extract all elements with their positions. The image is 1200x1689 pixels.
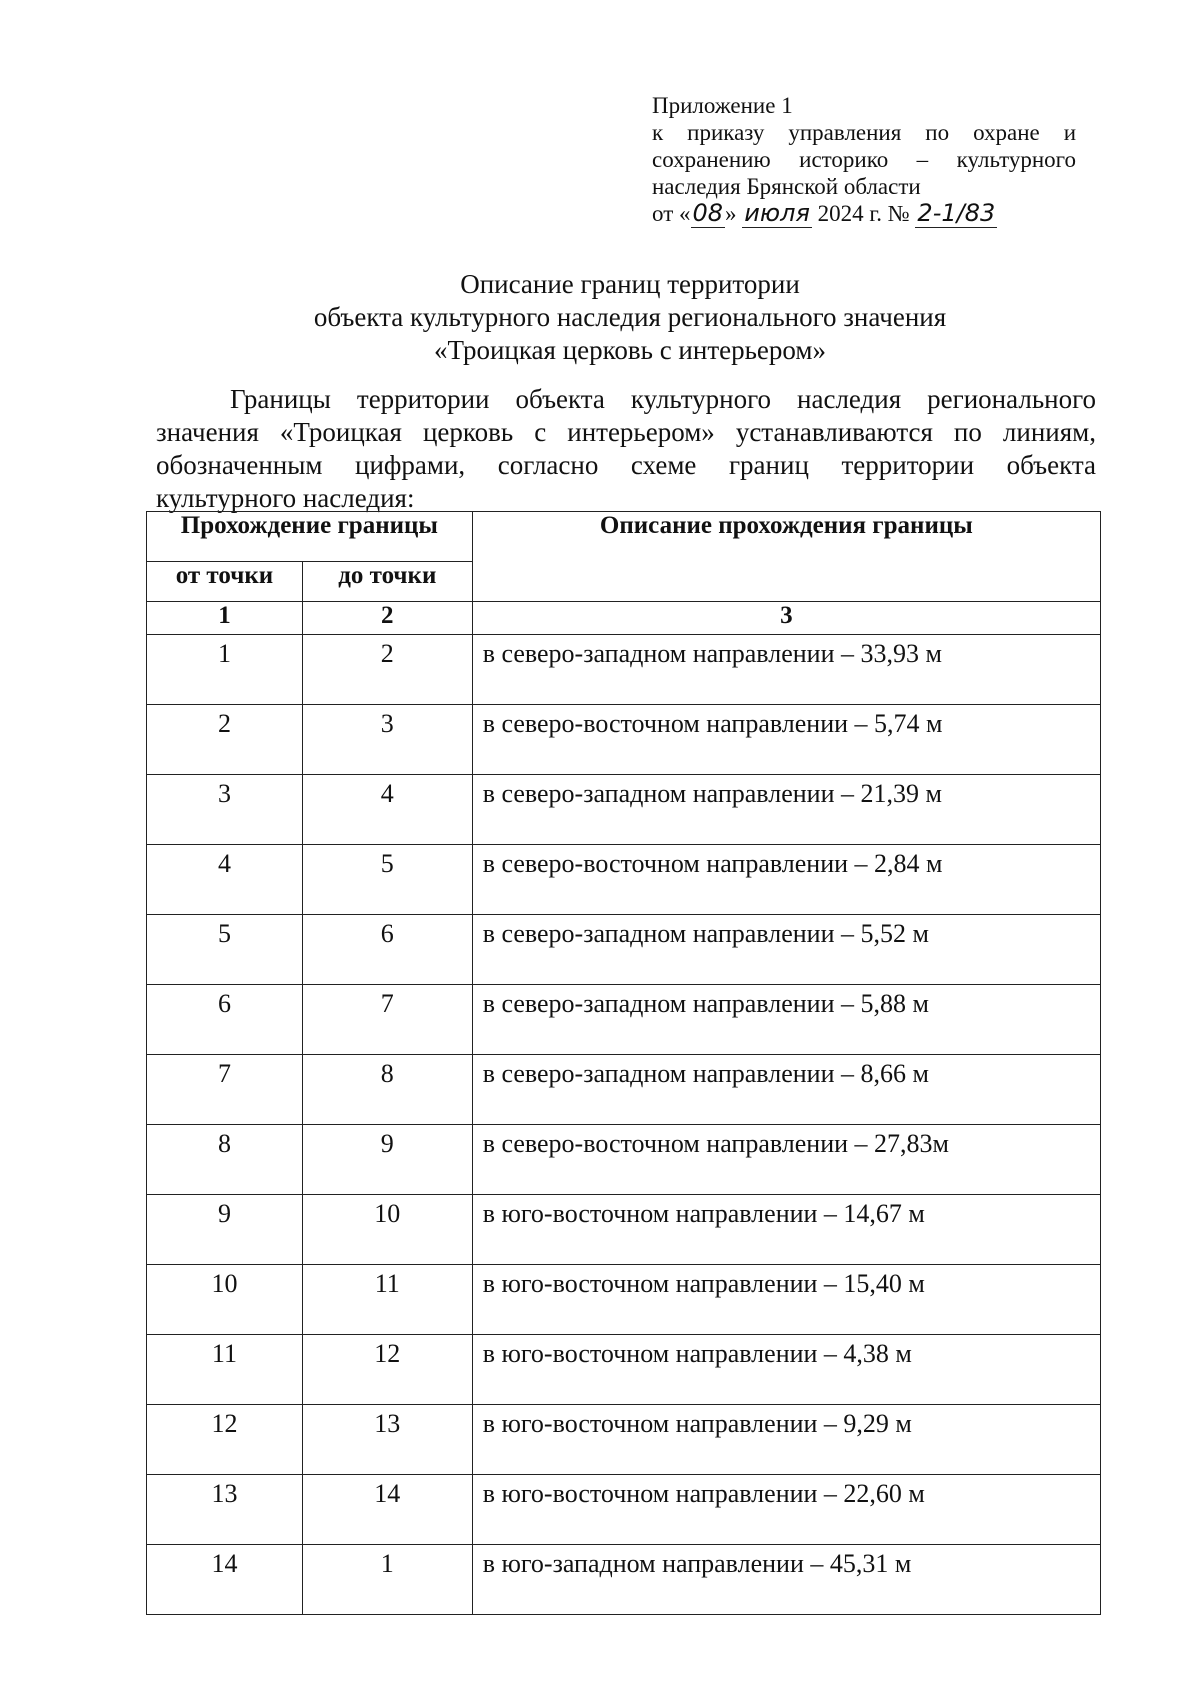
table-row (147, 845, 1101, 915)
title-line: Описание границ территории (460, 269, 800, 299)
header-description: Описание прохождения границы (472, 512, 1100, 602)
table-row (147, 985, 1101, 1055)
handwritten-month: июля (744, 199, 810, 227)
column-number: 1 (147, 602, 303, 635)
description-cell: в северо-западном направлении – 33,93 м (472, 635, 1100, 705)
intro-paragraph (156, 383, 1096, 515)
handwritten-order-number: 2-1/83 (917, 199, 996, 227)
intro-line: обозначенным цифрами, согласно схеме границ территории объекта (156, 450, 1096, 480)
table-row (147, 635, 1101, 705)
to-point-cell: 7 (302, 985, 472, 1055)
from-point-cell: 13 (147, 1475, 303, 1545)
to-point-cell: 1 (302, 1545, 472, 1615)
to-point-cell: 6 (302, 915, 472, 985)
table-row (147, 1335, 1101, 1405)
to-point-cell: 13 (302, 1405, 472, 1475)
table-row (147, 775, 1101, 845)
description-cell: в юго-восточном направлении – 14,67 м (472, 1195, 1100, 1265)
table-row (147, 1265, 1101, 1335)
description-cell: в юго-восточном направлении – 15,40 м (472, 1265, 1100, 1335)
table-row (147, 1475, 1101, 1545)
handwritten-day: 08 (692, 199, 724, 227)
to-point-cell: 8 (302, 1055, 472, 1125)
description-cell: в юго-восточном направлении – 4,38 м (472, 1335, 1100, 1405)
description-cell: в северо-восточном направлении – 2,84 м (472, 845, 1100, 915)
intro-line: Границы территории объекта культурного наследия регионального (230, 384, 1096, 414)
column-number: 2 (302, 602, 472, 635)
from-point-cell: 5 (147, 915, 303, 985)
to-point-cell: 4 (302, 775, 472, 845)
from-point-cell: 2 (147, 705, 303, 775)
to-point-cell: 11 (302, 1265, 472, 1335)
to-point-cell: 10 (302, 1195, 472, 1265)
column-number: 3 (472, 602, 1100, 635)
table-header-row (147, 512, 1101, 562)
appendix-header (652, 92, 1076, 228)
description-cell: в северо-восточном направлении – 27,83м (472, 1125, 1100, 1195)
description-cell: в юго-восточном направлении – 9,29 м (472, 1405, 1100, 1475)
from-point-cell: 9 (147, 1195, 303, 1265)
to-point-cell: 2 (302, 635, 472, 705)
to-point-cell: 12 (302, 1335, 472, 1405)
to-point-cell: 3 (302, 705, 472, 775)
title-line: «Троицкая церковь с интерьером» (433, 335, 826, 365)
from-point-cell: 12 (147, 1405, 303, 1475)
table-row (147, 915, 1101, 985)
from-point-cell: 4 (147, 845, 303, 915)
from-point-cell: 10 (147, 1265, 303, 1335)
table-row (147, 1195, 1101, 1265)
from-point-cell: 14 (147, 1545, 303, 1615)
description-cell: в юго-западном направлении – 45,31 м (472, 1545, 1100, 1615)
from-point-cell: 7 (147, 1055, 303, 1125)
description-cell: в юго-восточном направлении – 22,60 м (472, 1475, 1100, 1545)
header-passage: Прохождение границы (147, 512, 473, 562)
table-row (147, 1545, 1101, 1615)
title-line: объекта культурного наследия регионального значения (313, 302, 947, 332)
appendix-order-line: к приказу управления по охране и (652, 120, 1076, 145)
date-mid: » (725, 201, 737, 226)
appendix-label: Приложение 1 (652, 93, 793, 118)
date-prefix: от « (652, 201, 691, 226)
table-row (147, 1125, 1101, 1195)
appendix-date-line (652, 200, 1076, 228)
intro-line: значения «Троицкая церковь с интерьером» устанавливаются по линиям, (156, 417, 1096, 447)
from-point-cell: 8 (147, 1125, 303, 1195)
description-cell: в северо-западном направлении – 21,39 м (472, 775, 1100, 845)
date-year: 2024 г. № (817, 201, 910, 226)
appendix-order-line: сохранению историко – культурного (652, 147, 1076, 172)
boundary-table (146, 511, 1101, 1615)
from-point-cell: 1 (147, 635, 303, 705)
to-point-cell: 9 (302, 1125, 472, 1195)
description-cell: в северо-восточном направлении – 5,74 м (472, 705, 1100, 775)
from-point-cell: 3 (147, 775, 303, 845)
to-point-cell: 5 (302, 845, 472, 915)
intro-line: культурного наследия: (156, 483, 415, 513)
from-point-cell: 11 (147, 1335, 303, 1405)
table-body (147, 635, 1101, 1615)
document-title (200, 268, 1060, 367)
description-cell: в северо-западном направлении – 5,88 м (472, 985, 1100, 1055)
header-to-point: до точки (302, 562, 472, 602)
table-row (147, 705, 1101, 775)
table-row (147, 1405, 1101, 1475)
description-cell: в северо-западном направлении – 5,52 м (472, 915, 1100, 985)
appendix-order-line: наследия Брянской области (652, 174, 921, 199)
from-point-cell: 6 (147, 985, 303, 1055)
header-from-point: от точки (147, 562, 303, 602)
table-row (147, 1055, 1101, 1125)
column-number-row (147, 602, 1101, 635)
to-point-cell: 14 (302, 1475, 472, 1545)
description-cell: в северо-западном направлении – 8,66 м (472, 1055, 1100, 1125)
